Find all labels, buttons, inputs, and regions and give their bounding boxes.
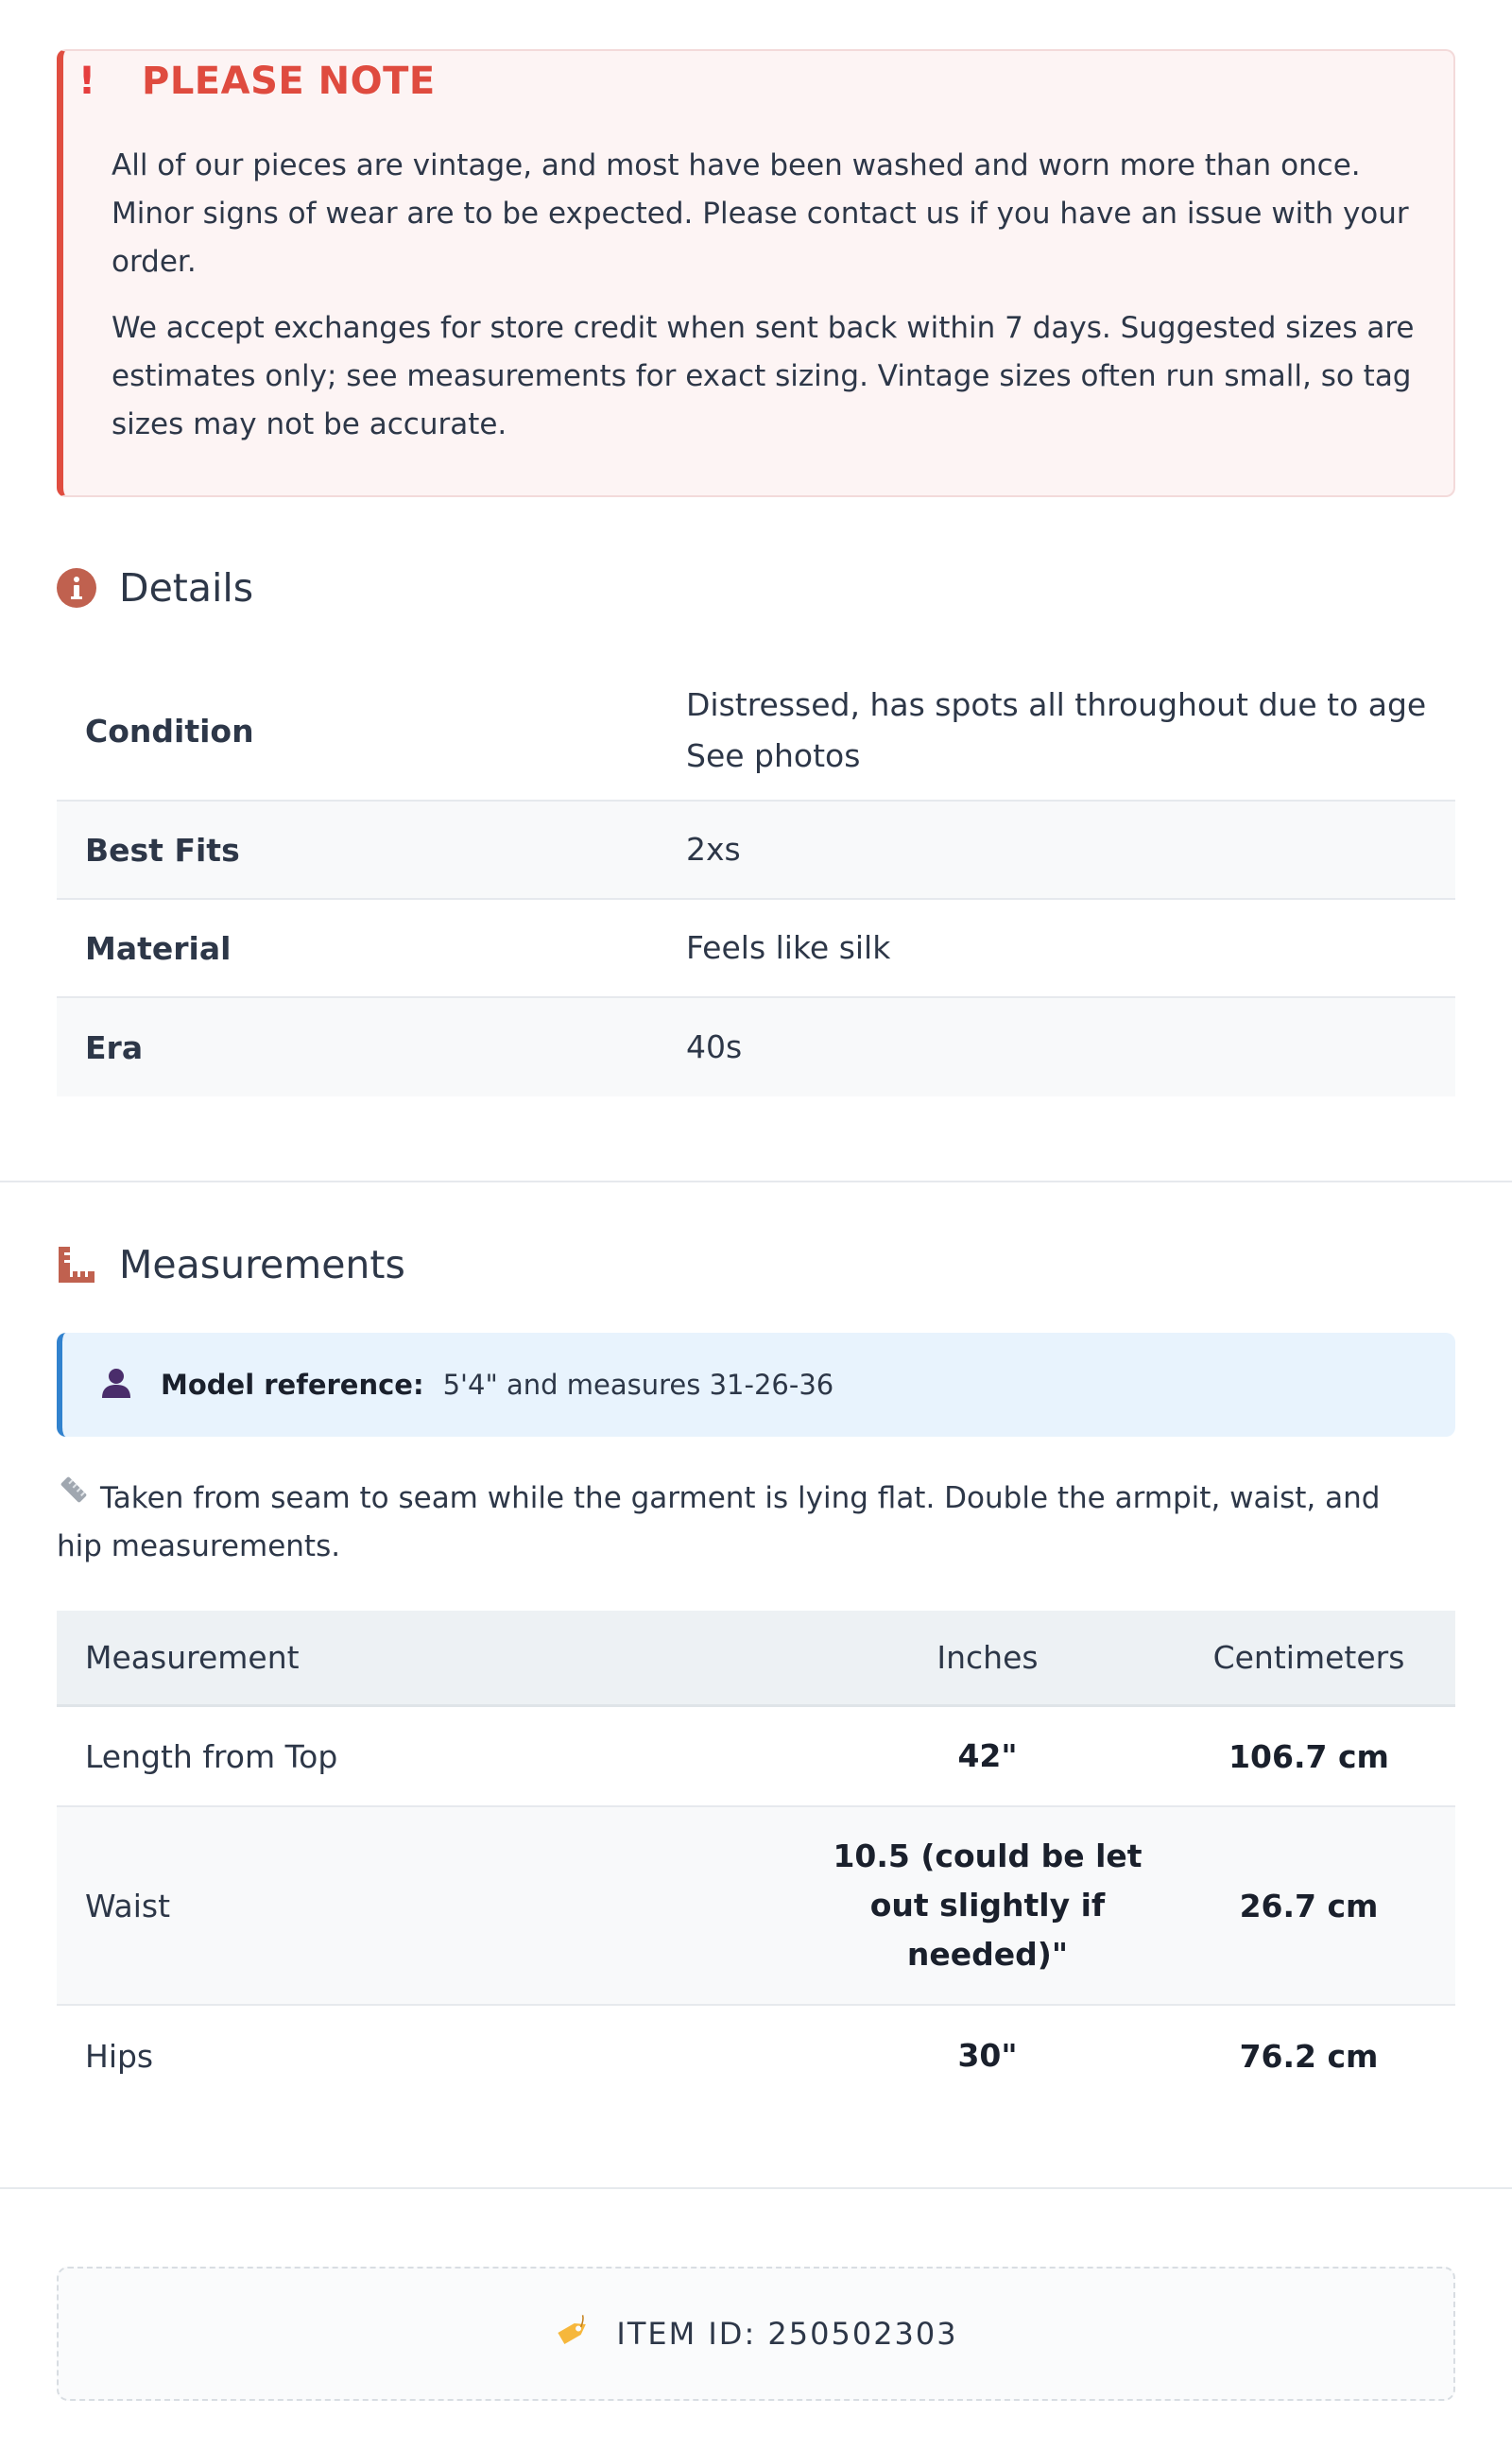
- details-row-condition: [57, 662, 1455, 802]
- details-value: [686, 680, 1455, 782]
- table-row: [57, 2006, 1455, 2106]
- measurements-title: Measurements: [119, 1242, 405, 1287]
- waist-inches-line-1: 10.5 (could be let: [833, 1838, 1143, 1874]
- ruler-icon: [57, 1245, 96, 1285]
- info-circle-icon: [57, 568, 96, 608]
- header-centimeters: Centimeters: [1212, 1639, 1405, 1676]
- measurement-inches: 42": [957, 1737, 1018, 1774]
- ruler-pencil-icon: [57, 1473, 91, 1522]
- measurement-name: Hips: [85, 2037, 154, 2075]
- measurement-name: Waist: [85, 1887, 171, 1924]
- note-paragraph-2: We accept exchanges for store credit when sent back within 7 days. Suggested sizes are estimates only; see measurements for exact sizing. Vintage sizes often run small, so tag sizes may not be accurate.: [112, 311, 1415, 441]
- details-row-era: [57, 998, 1455, 1096]
- details-title: Details: [119, 565, 254, 611]
- measurement-cm: 106.7 cm: [1228, 1737, 1389, 1775]
- measurement-inches: [813, 1832, 1162, 1979]
- details-table: [57, 662, 1455, 1096]
- details-value: 2xs: [686, 831, 741, 868]
- measurement-name: Length from Top: [85, 1737, 338, 1775]
- item-id-text: ITEM ID: 250502303: [616, 2316, 958, 2352]
- user-icon: [100, 1367, 132, 1403]
- header-measurement: Measurement: [85, 1639, 300, 1676]
- measurement-cm: 76.2 cm: [1239, 2037, 1379, 2075]
- measurements-table-header: [57, 1611, 1455, 1707]
- details-heading: [57, 560, 253, 616]
- measurement-inches: 30": [957, 2037, 1018, 2074]
- details-value: Feels like silk: [686, 929, 891, 966]
- condition-line-2: See photos: [686, 737, 861, 774]
- details-key: Condition: [85, 712, 254, 750]
- condition-line-1: Distressed, has spots all throughout due to age: [686, 686, 1427, 723]
- note-paragraph-1: All of our pieces are vintage, and most have been washed and worn more than once. Minor signs of wear are to be expected. Please contact us if you have an issue with your order.: [112, 148, 1409, 279]
- model-reference-box: [57, 1333, 1455, 1437]
- details-key: Best Fits: [85, 831, 240, 869]
- model-reference-label: Model reference:: [161, 1369, 424, 1401]
- section-divider: [0, 2187, 1512, 2189]
- waist-inches-line-3: needed)": [906, 1936, 1069, 1973]
- measurement-cm: 26.7 cm: [1239, 1887, 1379, 1924]
- table-row: [57, 1707, 1455, 1807]
- details-row-material: [57, 900, 1455, 998]
- header-inches: Inches: [936, 1638, 1039, 1676]
- note-header: [68, 57, 436, 106]
- tag-icon: [554, 2313, 592, 2355]
- exclamation-icon: !: [77, 60, 96, 103]
- details-row-best-fits: [57, 802, 1455, 900]
- measurement-note-text: Taken from seam to seam while the garment is lying flat. Double the armpit, waist, and hip measurements.: [57, 1481, 1381, 1563]
- table-row: [57, 1807, 1455, 2006]
- item-id-box: [57, 2267, 1455, 2401]
- note-title: PLEASE NOTE: [142, 60, 436, 103]
- model-reference-value: 5'4" and measures 31-26-36: [442, 1369, 834, 1401]
- measurements-heading: [57, 1236, 405, 1293]
- details-key: Era: [85, 1028, 144, 1066]
- details-value: 40s: [686, 1028, 743, 1065]
- waist-inches-line-2: out slightly if: [869, 1887, 1106, 1924]
- details-key: Material: [85, 929, 232, 967]
- section-divider: [0, 1181, 1512, 1182]
- measurement-note: [57, 1475, 1418, 1571]
- measurements-table: [57, 1611, 1455, 2106]
